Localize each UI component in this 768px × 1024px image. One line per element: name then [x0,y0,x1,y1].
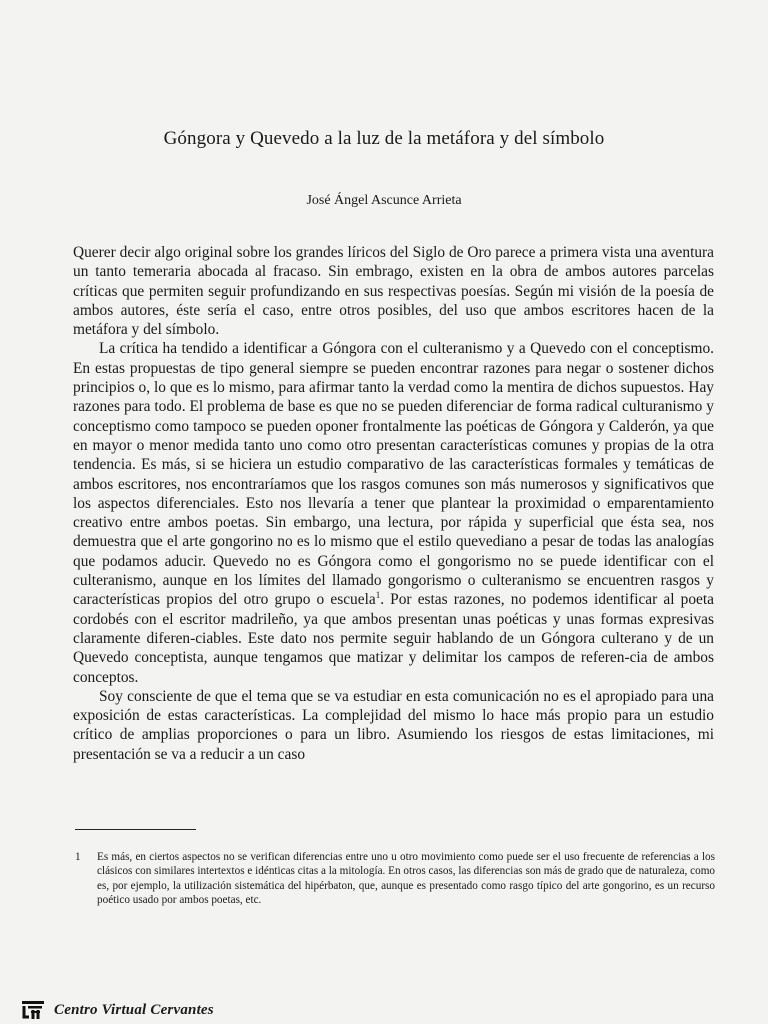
footer-brand[interactable] [20,999,214,1021]
article-body [73,243,714,764]
article-author: José Ángel Ascunce Arrieta [306,193,462,208]
footnote-reference[interactable]: 1 [375,590,381,601]
paragraph-2 [73,339,714,686]
footnote [75,850,715,908]
paragraph-2-text-a: La crítica ha tendido a identificar a Góngora con el culteranismo y a Quevedo con el conceptismo. En estas propuestas de tipo general siempre se pueden encontrar razones para negar o sostener dichos principios o, lo que es lo mismo, para afirmar tanto la verdad como la mentira de dichos supuestos. Hay razones para todo. El problema de base es que no se pueden diferenciar de forma radical culturanismo y conceptismo como tampoco se pueden oponer frontalmente las poéticas de Góngora y Calderón, ya que en mayor o menor medida tanto uno como otro presentan características comunes y propias de la otra tendencia. Es más, si se hiciera un estudio comparativo de las características formales y temáticas de ambos escritores, nos encontraríamos que los rasgos comunes son más numerosos y significativos que los aspectos diferenciales. Esto nos llevaría a tener que plantear la proximidad o emparentamiento creativo entre ambos poetas. Sin embargo, una lectura, por rápida y superficial que ésta sea, nos demuestra que el arte gongorino no es lo mismo que el estilo quevediano a pesar de todas las analogías que podamos aducir. Quevedo no es Góngora como el gongorismo no se puede identificar con el culteranismo, aunque en los límites del llamado gongorismo o culteranismo se encuentren rasgos y características propios del otro grupo o escuela [73,340,714,609]
article-title: Góngora y Quevedo a la luz de la metáfora y del símbolo [163,128,605,149]
paragraph-3: Soy consciente de que el tema que se va estudiar en esta comunicación no es el apropiado para una exposición de estas características. La complejidad del mismo lo hace más propio para un estudio crítico de amplias proporciones o para un libro. Asumiendo los riesgos de estas limitaciones, mi presentación se va a reducir a un caso [73,687,714,763]
centro-virtual-cervantes-logo-icon [20,1000,48,1020]
footnote-text: Es más, en ciertos aspectos no se verifican diferencias entre uno u otro movimiento como puede ser el uso frecuente de referencias a los clásicos con similares intertextos e idénticas citas a la mitología. En otros casos, las diferencias son más de grado que de naturaleza, como es, por ejemplo, la utilización sistemática del hipérbaton, que, aunque es presentado como rasgo típico del arte gongorino, es un recurso poético usado por ambos poetas, etc. [97,851,715,907]
paragraph-1: Querer decir algo original sobre los grandes líricos del Siglo de Oro parece a primera vista una aventura un tanto temeraria abocada al fracaso. Sin embrago, existen en la obra de ambos autores parcelas críticas que permiten seguir profundizando en sus respectivas poesías. Según mi visión de la poesía de ambos autores, éste sería el caso, entre otros posibles, del uso que ambos escritores hacen de la metáfora y del símbolo. [73,244,714,339]
footnote-number: 1 [75,851,81,863]
paragraph-2-text-b: . Por estas razones, no podemos identificar al poeta cordobés con el escritor madrileño, ya que ambos presentan unas poéticas y unas formas expresivas claramente diferen-ciables. Este dato nos permite seguir hablando de un Góngora culterano y de un Quevedo conceptista, aunque tengamos que matizar y delimitar los campos de referen-cia de ambos conceptos. [73,591,714,686]
footnote-divider [75,829,196,830]
footer-brand-label: Centro Virtual Cervantes [54,1001,214,1018]
